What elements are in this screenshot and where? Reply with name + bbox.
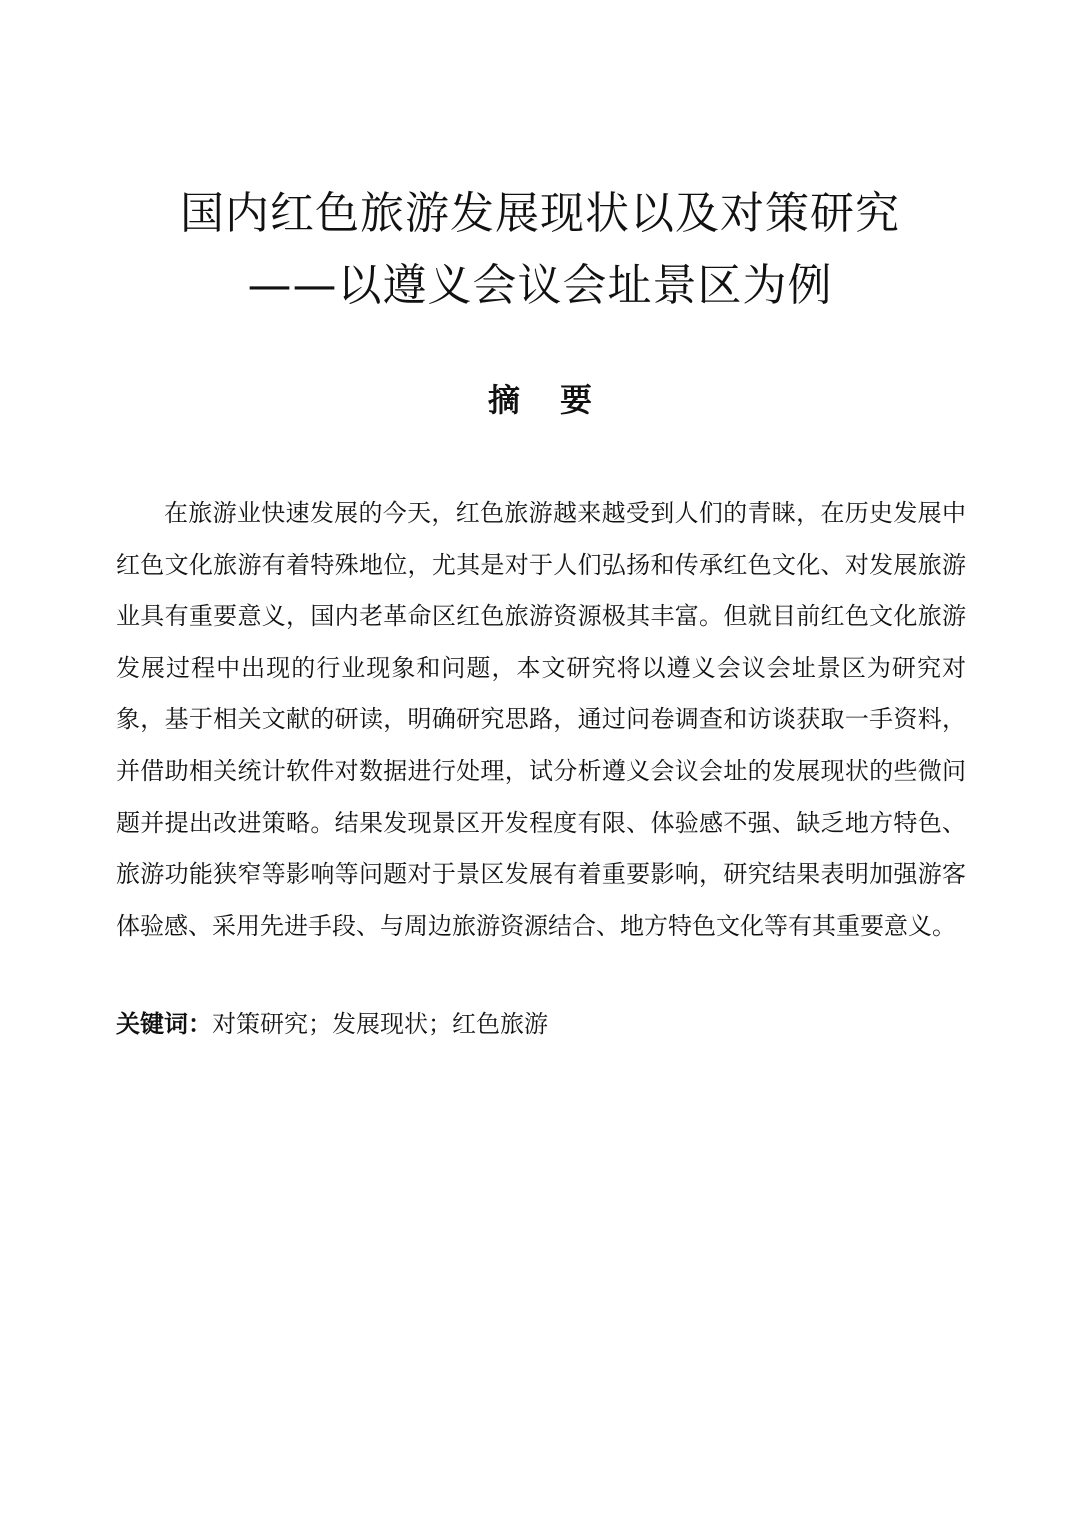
title-subtitle-line: ——以遵义会议会址景区为例: [247, 260, 833, 311]
keywords-values: 对策研究；发展现状；红色旅游: [212, 1010, 548, 1038]
title-main-line: 国内红色旅游发展现状以及对策研究: [180, 188, 900, 239]
paper-title: [0, 178, 1080, 322]
abstract-body: 在旅游业快速发展的今天，红色旅游越来越受到人们的青睐，在历史发展中红色文化旅游有着特殊地位，尤其是对于人们弘扬和传承红色文化、对发展旅游业具有重要意义，国内老革命区红色旅游资源极其丰富。但就目前红色文化旅游发展过程中出现的行业现象和问题，本文研究将以遵义会议会址景区为研究对象，基于相关文献的研读，明确研究思路，通过问卷调查和访谈获取一手资料，并借助相关统计软件对数据进行处理，试分析遵义会议会址的发展现状的些微问题并提出改进策略。结果发现景区开发程度有限、体验感不强、缺乏地方特色、旅游功能狭窄等影响等问题对于景区发展有着重要影响，研究结果表明加强游客体验感、采用先进手段、与周边旅游资源结合、地方特色文化等有其重要意义。: [116, 499, 966, 940]
abstract-heading: 摘要: [487, 381, 632, 419]
keywords-label: 关键词：: [116, 1010, 212, 1038]
keywords-line: [116, 1000, 966, 1048]
